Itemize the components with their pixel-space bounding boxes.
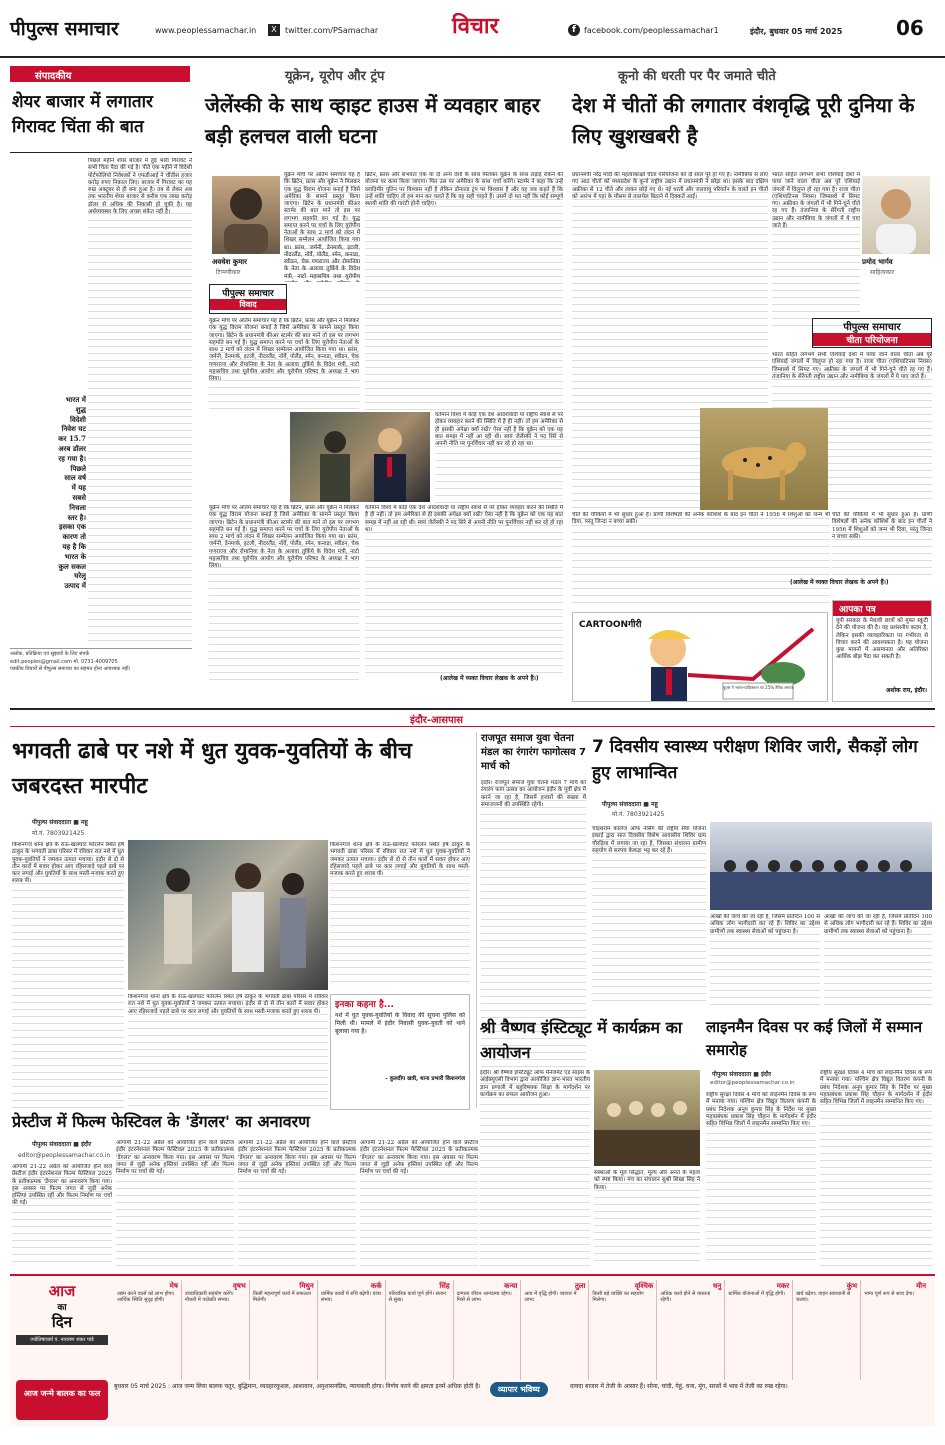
rashi-dhanu — [657, 1280, 725, 1380]
website-link[interactable]: www.peoplessamachar.in — [155, 26, 257, 35]
horoscope-title-c: दिन — [51, 1313, 73, 1331]
rashi-name: मिथुन — [299, 1282, 314, 1290]
rashi-text: दाम्पत्य जीवन आनंदमय रहेगा। मित्रों से लाभ। — [456, 1290, 512, 1303]
rashi-mesh — [114, 1280, 182, 1380]
letter-box — [832, 600, 932, 702]
ukraine-author-name: अवधेश कुमार — [212, 258, 247, 266]
editorial-footer — [10, 648, 192, 688]
horoscope-strip — [10, 1274, 935, 1426]
health-body-col2: आंखों की जांच की जा रही है, जिसमें प्रतिदिन 100 से अधिक लोग भागीदारी कर रहे हैं। शिविर का उद्देश्य ग्रामीणों तक स्वास्थ्य सेवाओं को पहुंचाना है। — [710, 914, 820, 1006]
editorial-label — [10, 66, 190, 82]
letter-body: यूपी सरकार के मेधावी छात्रों को मुफ्त स्कूटी देने की योजना की है। यह प्रशंसनीय कदम है, लेकिन इसकी व्यावहारिकता पर गंभीरता से विचार करने की आवश्यकता है। यह योजना कुछ मायनों में असमानता और अतिरिक्त आर्थिक बोझ पैदा कर सकती है। — [836, 618, 928, 661]
editorial-label-text: संपादकीय — [35, 71, 72, 82]
rashi-kanya — [454, 1280, 522, 1380]
zelensky-trump-photo — [290, 412, 430, 502]
brawl-phone: मो.नं. 7803921425 — [32, 830, 85, 837]
health-phone: मो.नं. 7803921425 — [612, 811, 665, 818]
health-photo — [710, 822, 932, 910]
facebook-icon: f — [568, 24, 580, 36]
health-body-col1: चोइथराम कॉलेज ऑफ नर्सिंग की राष्ट्रीय सेवा योजना इकाई द्वारा सात दिवसीय विशेष आवासीय शिविर ग्राम चौरड़िया में लगाया जा रहा है, जिसका संचालन ग्रामीण सहयोग से सरपंच केकड़ा भट्ट कर रहे हैं। — [592, 826, 706, 1006]
horoscope-signs — [114, 1280, 929, 1380]
rashi-text: किसी बड़े व्यक्ति का सहयोग मिलेगा। — [592, 1290, 644, 1303]
masthead — [0, 0, 945, 58]
brawl-headline: भगवती ढाबे पर नशे में धुत युवक-युवतियों के बीच जबरदस्त मारपीट — [12, 739, 412, 800]
brawl-body-col2: किशनगंज थाना क्षेत्र के राऊ-खलघाट फोरलेन स्थित हर्ष ठाकुर के भगवती ढाबा परिसर में रविवार रात नशे में धुत युवक-युवतियों ने जमकर उत्पात मचाया। इंदौर से दो से तीन कारों में सवार होकर आए रहिसजादे पहले ढाबे पर कार लगाई और युवतियों के साथ मस्ती-मजाक करते हुए शराब पी। — [330, 842, 470, 988]
rashi-vrishchik — [589, 1280, 657, 1380]
vaishnav-headline: श्री वैष्णव इंस्टिट्यूट में कार्यक्रम का आयोजन — [480, 1018, 682, 1062]
vaishnav-body-col1: इंदौर। श्री वैष्णव इंस्टिट्यूट ऑफ मैनेजमेंट एंड साइंस के आईक्यूएसी विभाग द्वारा आयोजित ज्ञान-भारत भारतीय ज्ञान प्रणाली में बहुविषयक शिक्षा के मार्गदर्शन पर कार्यक्रम का सफल आयोजन हुआ। — [480, 1070, 590, 1266]
vaishnav-body-col2: संस्थाओं के मूल सिद्धांत, मूल्य और अनंत के महत्व को स्पष्ट किया। मंच का संचालन सुश्री शिखा सिंह ने किया। — [594, 1170, 700, 1266]
rashi-makar — [725, 1280, 793, 1380]
brawl-photo — [128, 840, 328, 990]
facebook-link[interactable]: facebook.com/peoplessamachar1 — [584, 26, 719, 35]
ukraine-body-col1: यूक्रेन मोर्चे पर अंतिम समाचार यह है कि ब्रिटेन, फ्रांस और यूक्रेन ने मिलकर एक युद्ध विराम योजना बनाई है जिसे अमेरिका के सामने प्रस्तुत किया जाएगा। ब्रिटेन के प्रधानमंत्री कीअर स्टार्मर की बात माने तो इस पर लगभग सहमति बन गई है। युद्ध समाप्त करने पर चर्चा के लिए यूरोपीय नेताओं के साथ 2 मार्च को लंदन में शिखर सम्मेलन आयोजित किया गया था। फ्रांस, जर्मनी, डेनमार्क, इटली, नीदरलैंड, नॉर्वे, पोलैंड, स्पेन, कनाडा, स्वीडन, चेक गणराज्य और रोमानिया के नेता के अलावा तुर्किये के विदेश मंत्री, नाटो महासचिव तथा यूरोपीय — [284, 172, 360, 282]
rashi-text: अधिक कार्य होने से व्यस्तता रहेगी। — [660, 1290, 711, 1303]
ukraine-author-photo — [212, 176, 280, 254]
cheetah-body-col5: चीते की चौकियों में भी सुधार हुआ है। प्राणी विशेषज्ञों की अनेक कोशिशें के बाद इन चीतों ने 1956 में शिशुओं को जन्म भी दिया, परंतु जिन्दा न बच्चा सकी। — [832, 512, 932, 576]
editorial-footer-line1: अलोक, प्रतिक्रिया एवं सुझावों के लिए संपर्क — [10, 651, 90, 657]
ukraine-photo — [290, 412, 430, 502]
brand-logo: पीपुल्स समाचार — [10, 18, 119, 40]
rashi-meen — [861, 1280, 929, 1380]
lineman-headline: लाइनमैन दिवस पर कई जिलों में सम्मान समारोह — [706, 1018, 923, 1060]
rashi-vrishabh — [182, 1280, 250, 1380]
cheetah-headline: देश में चीतों की लगातार वंशवृद्धि पूरी दुनिया के लिए खुशखबरी है — [572, 93, 915, 148]
letter-signature: अशोक राय, इंदौर। — [885, 687, 927, 694]
editorial-divider — [10, 152, 192, 153]
rashi-mithun — [250, 1280, 318, 1380]
ukraine-kicker: यूक्रेन, यूरोप और ट्रंप — [285, 69, 385, 84]
section-divider — [10, 708, 935, 710]
twitter-link[interactable]: twitter.com/PSamachar — [285, 26, 379, 35]
cheetah-body-col2: भारत सहित लगभग सभी एशियाई देशों में पाया जाने वाला चीता अब पूरे एशियाई जंगलों में विलुप्त हो रहा गया है। राजा चीता (एशियाटिनस नियस) जिम्बाब्वे में सिमट गए। अफ्रीका के जंगलों में भी गिने-चुने चीते रह गए हैं। तंजानिया के सेरेंगती राष्ट्रीय उद्यान और नामीबिया के जंगलों में ये पाए जाते हैं। — [772, 172, 860, 326]
local-section-title: इंदौर-आसपास — [410, 715, 464, 726]
rashi-text: खर्च बढ़ेगा। वाहन सावधानी से चलाएं। — [796, 1290, 851, 1303]
rashi-text: धार्मिक कार्यों में रुचि बढ़ेगी। यात्रा संभव। — [320, 1290, 381, 1303]
rashi-singh — [386, 1280, 454, 1380]
rajput-body: इंदौर। राजपूत समाज युवा चेतना मंडल 7 मार्च को रंगारंग फाग उत्सव का आयोजन इंदौर के पूर्वी क्षेत्र में करने जा रहा है, जिसमें हजारों की संख्या में समाजजनों की उपस्थिति रहेगी। — [481, 780, 586, 1080]
ukraine-body-col1c: यूक्रेन मोर्चे पर अंतिम समाचार यह है कि ब्रिटेन, फ्रांस और यूक्रेन ने मिलकर एक युद्ध विराम योजना बनाई है जिसे अमेरिका के सामने प्रस्तुत किया जाएगा। ब्रिटेन के प्रधानमंत्री कीअर स्टार्मर की बात माने तो इस पर लगभग सहमति बन गई है। युद्ध समाप्त करने पर चर्चा के लिए यूरोपीय नेताओं के साथ 2 मार्च को लंदन में शिखर सम्मेलन आयोजित किया गया था। फ्रांस, जर्मनी, डेनमार्क, इटली, नीदरलैंड, नॉर्वे, पोलैंड, स्पेन, कनाडा, स्वीडन, चेक गणराज्य और रोमानिया के नेता के अलावा तुर्किये के विदेश मंत्री, नाटो महासचिव तथा यूरोपीय आयोग और यूरोपीय परिषद के अध्यक्ष ने भाग लिया। — [209, 505, 359, 683]
cheetah-kicker: कूनो की धरती पर पैर जमाते चीते — [618, 69, 776, 84]
rashi-text: आय में वृद्धि होगी। व्यापार में लाभ। — [524, 1290, 577, 1303]
rashi-name: कर्क — [370, 1282, 382, 1290]
rashi-name: धनु — [713, 1282, 722, 1290]
cheetah-body-col4: चीते की चौकियों में भी सुधार हुआ है। प्राणी विशेषज्ञों की अनेक कोशिशें के बाद इन चीतों ने 1956 में शिशुओं को जन्म भी दिया, परंतु जिन्दा न बच्चा सकी। — [572, 512, 830, 608]
health-byline: पीपुल्स संवाददाता ■ महू — [602, 801, 658, 808]
film-body-col4: आगामी 21-22 अप्रैल को आयोजित होने वाले प्रेस्टीज इंदौर इंटरनेशनल फिल्म फेस्टिवल 2025 के प्रतीकात्मक 'डेंगलर' का अनावरण किया गया। इस अवसर पर फिल्म जगत से जुड़ी अनेक हस्तियां उपस्थित रहीं और फिल्म निर्माण पर चर्चा की गई। — [360, 1140, 478, 1268]
cartoon-box — [572, 612, 828, 702]
brawl-body-col3: किशनगंज थाना क्षेत्र के राऊ-खलघाट फोरलेन स्थित हर्ष ठाकुर के भगवती ढाबा परिसर में रविवार रात नशे में धुत युवक-युवतियों ने जमकर उत्पात मचाया। इंदौर से दो से तीन कारों में सवार होकर आए रहिसजादे पहले ढाबे पर कार लगाई और युवतियों के साथ मस्ती-मजाक करते हुए शराब पी। — [128, 994, 328, 1110]
brawl-body-col1: किशनगंज थाना क्षेत्र के राऊ-खलघाट फोरलेन स्थित हर्ष ठाकुर के भगवती ढाबा परिसर में रविवार रात नशे में धुत युवक-युवतियों ने जमकर उत्पात मचाया। इंदौर से दो से तीन कारों में सवार होकर आए रहिसजादे पहले ढाबे पर कार लगाई और युवतियों के साथ मस्ती-मजाक करते हुए शराब पी। — [12, 842, 124, 1110]
lineman-email[interactable]: editor@peoplessamachar.co.in — [710, 1080, 795, 1086]
film-body-col2: आगामी 21-22 अप्रैल को आयोजित होने वाले प्रेस्टीज इंदौर इंटरनेशनल फिल्म फेस्टिवल 2025 के प्रतीकात्मक 'डेंगलर' का अनावरण किया गया। इस अवसर पर फिल्म जगत से जुड़ी अनेक हस्तियां उपस्थित रहीं और फिल्म निर्माण पर चर्चा की गई। — [116, 1140, 234, 1268]
cartoon-label: CARTOONगीरी — [579, 620, 642, 630]
health-camp-group-image — [710, 822, 932, 910]
section-title: विचार — [452, 14, 499, 39]
cheetah-footnote: (आलेख में व्यक्त विचार लेखक के अपने हैं।) — [790, 579, 889, 586]
rashi-name: सिंह — [439, 1282, 450, 1290]
editorial-pullquote: भारत में शुद्ध विदेशी निवेश घट कर 15.7 अरब डॉलर रह गया है। पिछले साल वर्ष में यह सबसे निचला स्तर है। इसका एक कारण तो यह है कि भारत के कुल सकल घरेलू उत्पाद में — [58, 395, 86, 590]
cheetah-box-brand: पीपुल्स समाचार — [843, 322, 901, 333]
rashi-text: भाग्य पूर्ण रूप से साथ देगा। — [864, 1290, 915, 1297]
film-email[interactable]: editor@peoplessamachar.co.in — [18, 1152, 111, 1159]
rajput-headline: राजपूत समाज युवा चेतना मंडल का रंगारंग फागोत्सव 7 मार्च को — [481, 733, 586, 772]
health-body-col3: आंखों की जांच की जा रही है, जिसमें प्रतिदिन 100 से अधिक लोग भागीदारी कर रहे हैं। शिविर का उद्देश्य ग्रामीणों तक स्वास्थ्य सेवाओं को पहुंचाना है। — [824, 914, 932, 1006]
rashi-text: परिवारिक कार्य पूर्ण होंगे। संतान से सुख। — [388, 1290, 446, 1303]
page-number: 06 — [896, 16, 924, 40]
brawl-box-body: नशे में धुत युवक-युवतियों के विवाद की सूचना पुलिस को मिली थी। मामले में इंदौर निवासी युवक-युवती को थाने बुलाया गया है। — [335, 1012, 465, 1035]
letter-label: आपका पत्र — [833, 601, 931, 616]
ukraine-box-brand: पीपुल्स समाचार — [222, 289, 274, 299]
lineman-byline: पीपुल्स संवाददाता ■ इंदौर — [712, 1071, 772, 1078]
brawl-scene-image — [128, 840, 328, 990]
rashi-name: वृश्चिक — [634, 1282, 654, 1290]
film-body-col1: आगामी 21-22 अप्रैल को आयोजित होने वाले प्रेस्टीज इंदौर इंटरनेशनल फिल्म फेस्टिवल 2025 के प्रतीकात्मक 'डेंगलर' का अनावरण किया गया। इस अवसर पर फिल्म जगत से जुड़ी अनेक हस्तियां उपस्थित रहीं और फिल्म निर्माण पर चर्चा की गई। — [12, 1164, 112, 1268]
brawl-quote-box — [330, 994, 470, 1110]
rashi-name: कुंभ — [846, 1282, 858, 1290]
cheetah-box-label: चीता परियोजना — [813, 333, 931, 346]
born-child-label: आज जन्मे बालक का फल — [16, 1380, 108, 1420]
cheetah-body-col3: भारत सहित लगभग सभी एशियाई देशों में पाया जाने वाला चीता अब पूरे एशियाई जंगलों में विलुप्त हो रहा गया है। राजा चीता (एशियाटिनस नियस) जिम्बाब्वे में सिमट गए। अफ्रीका के जंगलों में भी गिने-चुने चीते रह गए हैं। तंजानिया के सेरेंगती राष्ट्रीय उद्यान और नामीबिया के जंगलों में ये पाए जाते हैं। — [772, 352, 932, 502]
editorial-body: पिछले महीने शेयर बाजार में हुई भारी गिरावट ने सभी चिंता पैदा की गई है। पीते एक महीने में विदेशी पोर्टफोलियो निवेशकों ने एफडीआई ने चौंतीस हजार करोड़ रुपए निकाल लिए। बाजार में गिरावट का यह रुख अक्टूबर से ही बना हुआ है। तब से लेकर अब तक भारतीय शेयर बाजार से करीब एक लाख करोड़ डॉलर से अधिक की निकासी हो चुकी है। यह अर्थव्यवस्था के लिए अच्छा संकेत नहीं है। — [88, 158, 192, 644]
cheetah-image — [700, 408, 828, 510]
cheetah-author-photo — [862, 176, 930, 254]
brawl-byline: पीपुल्स संवाददाता ■ महू — [32, 819, 88, 826]
film-byline: पीपुल्स संवाददाता ■ इंदौर — [32, 1141, 92, 1148]
business-text: वायदा बाजार में तेजी के आसार हैं। सोना, चांदी, गेहूं, चना, मूंग, सरसों में भाव में तेजी का रुख रहेगा। — [570, 1383, 788, 1390]
born-child-text: बुधवार 05 मार्च 2025 : आज जन्म लिया बालक चतुर, बुद्धिमान, व्यवहारकुशल, आशावान, अनुशासनप्रिय, न्यायकारी होगा। निर्णय करने की क्षमता इनमें अधिक होती है। — [114, 1383, 481, 1390]
brawl-box-sign: - कुलदीप खत्री, थाना प्रभारी किशनगंज — [385, 1076, 465, 1082]
ukraine-footnote: (आलेख में व्यक्त विचार लेखक के अपने हैं।) — [440, 675, 539, 682]
rashi-name: वृषभ — [232, 1282, 246, 1290]
vaishnav-event-image — [594, 1070, 700, 1166]
rashi-text: उच्चाधिकारी सहयोग करेंगे। नौकरी में पदोन्नति संभव। — [184, 1290, 234, 1303]
cheetah-photo — [700, 408, 828, 510]
person-silhouette-icon — [212, 176, 280, 254]
horoscope-title-box — [16, 1282, 108, 1366]
business-label: व्यापार भविष्य — [490, 1382, 548, 1397]
cheetah-author-role: साहित्यकार — [870, 269, 895, 276]
section-divider-2 — [10, 726, 935, 727]
editorial-headline: शेयर बाजार में लगातार गिरावट चिंता की बात — [12, 92, 153, 137]
cartoon-caption: यूएस ने भारत-पाकिस्तान पर 25% टैरिफ लगाया — [723, 685, 794, 690]
horoscope-astrologer: ज्योतिषाचार्य पं. नारायण शंकर पांडे — [16, 1335, 108, 1345]
cheetah-body-col1: प्रधानमंत्री नरेंद्र मोदी की महत्वाकांक्षी चीता परियोजना को दो साल पूरे हो गए हैं। नामीबिया से लाए गए आठ चीतों को मध्यप्रदेश के कूनो राष्ट्रीय उद्यान में प्रधानमंत्री ने छोड़ा था। इसके बाद दक्षिण अफ्रीका से 12 चीते और लाकर छोड़े गए थे। नई धरती और जलवायु परिवर्तन के चलते इन चीतों को आरंभ में यहां के मौसम से तालमेल बिठाने में दिक्कतें आईं। — [572, 172, 768, 528]
rashi-name: मीन — [916, 1282, 926, 1290]
rashi-text: किसी महत्वपूर्ण कार्य में सफलता मिलेगी। — [252, 1290, 311, 1303]
rashi-text: धार्मिक योजनाओं में वृद्धि होगी। — [728, 1290, 786, 1297]
film-headline: प्रेस्टीज में फिल्म फेस्टिवल के 'डेंगलर' का अनावरण — [12, 1112, 310, 1131]
cheetah-box — [812, 318, 932, 348]
rashi-tula — [521, 1280, 589, 1380]
rashi-name: मकर — [776, 1282, 790, 1290]
horoscope-title-a: आज — [48, 1282, 76, 1300]
editorial-footer-disclaimer: पत्रकीय विचारों से पीपुल्स समाचार का सहमत होना आवश्यक नहीं। — [10, 666, 131, 672]
dateline: इंदौर, बुधवार 05 मार्च 2025 — [750, 27, 843, 36]
ukraine-body-col1b: यूक्रेन मोर्चे पर अंतिम समाचार यह है कि ब्रिटेन, फ्रांस और यूक्रेन ने मिलकर एक युद्ध विराम योजना बनाई है जिसे अमेरिका के सामने प्रस्तुत किया जाएगा। ब्रिटेन के प्रधानमंत्री कीअर स्टार्मर की बात माने तो इस पर लगभग सहमति बन गई है। युद्ध समाप्त करने पर चर्चा के लिए यूरोपीय नेताओं के साथ 2 मार्च को लंदन में शिखर सम्मेलन आयोजित किया गया था। फ्रांस, जर्मनी, डेनमार्क, इटली, नीदरलैंड, नॉर्वे, पोलैंड, स्पेन, कनाडा, स्वीडन, चेक गणराज्य और रोमानिया के नेता के अलावा तुर्किये के विदेश मंत्री, नाटो महासचिव तथा यूरोपीय आयोग और यूरोपीय परिषद के अध्यक्ष ने भाग लिया। — [209, 318, 359, 410]
rashi-text: उद्यम करने वालों को लाभ होगा। आर्थिक स्थिति सुदृढ़ होगी। — [117, 1290, 175, 1303]
ukraine-body-col3b: वर्तमान विश्व में कोई एक देश आदर्शवादी या राष्ट्रीय स्वार्थ से परे होकर व्यवहार करने की स्थिति में है ही नहीं। तो हम अमेरिका से ही इसकी अपेक्षा क्यों रखें? ऐसा नहीं है कि यूक्रेन को एक यह बात समझ में नहीं आ रही थी। स्वयं जेलेंस्की ने पद सिरे से अपनी नीति पर पुनर्विचार नहीं कर रहे हो रहा था। — [365, 505, 563, 673]
ukraine-box — [209, 284, 287, 314]
editorial-footer-email[interactable]: edit.peoples@gmail.com मो. 0731-4009705 — [10, 658, 118, 665]
rashi-kumbh — [793, 1280, 861, 1380]
brawl-box-title: इनका कहना है... — [335, 1000, 394, 1010]
twitter-icon: X — [268, 24, 280, 36]
ukraine-headline: जेलेंस्की के साथ व्हाइट हाउस में व्यवहार बाहर बड़ी हलचल वाली घटना — [205, 93, 540, 148]
vaishnav-photo — [594, 1070, 700, 1166]
health-headline: 7 दिवसीय स्वास्थ्य परीक्षण शिविर जारी, सैकड़ों लोग हुए लाभान्वित — [592, 737, 918, 784]
cheetah-author-name: प्रमोद भार्गव — [862, 258, 893, 266]
ukraine-body-col2: ब्रिटेन, फ्रांस और संभवतः एक या दो अन्य देशों के साथ मिलकर यूक्रेन के साथ लड़ाई रोकने की योजना पर काम किया जाएगा। फिर उस पर अमेरिका के साथ चर्चा करेंगे। स्टार्मर ने कहा कि उन्हें व्लादिमीर पुतिन पर विश्वास नहीं है लेकिन डोनाल्ड ट्रंप पर विश्वास है और वह जब कहते हैं कि उन्हें शांति चाहिए तो हम मान कर चलते हैं कि वह सही चाहते हैं। उसमें दो मत नहीं कि कोई सम्पूर्ण स्थायी शांति की गारंटी होनी चाहिए। — [365, 172, 563, 410]
ukraine-box-label: विवाद — [210, 299, 286, 310]
rashi-name: कन्या — [504, 1282, 518, 1290]
rashi-name: मेष — [169, 1282, 178, 1290]
rashi-name: तुला — [574, 1282, 586, 1290]
film-body-col3: आगामी 21-22 अप्रैल को आयोजित होने वाले प्रेस्टीज इंदौर इंटरनेशनल फिल्म फेस्टिवल 2025 के प्रतीकात्मक 'डेंगलर' का अनावरण किया गया। इस अवसर पर फिल्म जगत से जुड़ी अनेक हस्तियां उपस्थित रहीं और फिल्म निर्माण पर चर्चा की गई। — [238, 1140, 356, 1268]
rashi-kark — [318, 1280, 386, 1380]
person-silhouette-icon — [862, 176, 930, 254]
horoscope-title-b: का — [57, 1303, 67, 1313]
ukraine-author-role: टिप्पणीकार — [216, 269, 241, 276]
lineman-body-col2: राष्ट्रीय सुरक्षा दिवस 4 मार्च को लाइनमैन दिवस के रूप में मनाया गया। पश्चिम क्षेत्र विद्युत वितरण कंपनी के प्रबंध निदेशक अनूप कुमार सिंह के निर्देश पर मुख्य महाप्रबंधक प्रकाश सिंह चौहान के मार्गदर्शन में इंदौर सहित विभिन्न जिलों में लाइनमैन सम्मानित किए गए। — [820, 1070, 932, 1266]
lineman-body-col1: राष्ट्रीय सुरक्षा दिवस 4 मार्च को लाइनमैन दिवस के रूप में मनाया गया। पश्चिम क्षेत्र विद्युत वितरण कंपनी के प्रबंध निदेशक अनूप कुमार सिंह के निर्देश पर मुख्य महाप्रबंधक प्रकाश सिंह चौहान के मार्गदर्शन में इंदौर सहित विभिन्न जिलों में लाइनमैन सम्मानित किए गए। — [706, 1092, 816, 1266]
ukraine-body-col3: वर्तमान विश्व में कोई एक देश आदर्शवादी या राष्ट्रीय स्वार्थ से परे होकर व्यवहार करने की स्थिति में है ही नहीं। तो हम अमेरिका से ही इसकी अपेक्षा क्यों रखें? ऐसा नहीं है कि यूक्रेन को एक यह बात समझ में नहीं आ रही थी। स्वयं जेलेंस्की ने पद सिरे से अपनी नीति पर पुनर्विचार नहीं कर रहे हो रहा था। — [435, 412, 563, 504]
